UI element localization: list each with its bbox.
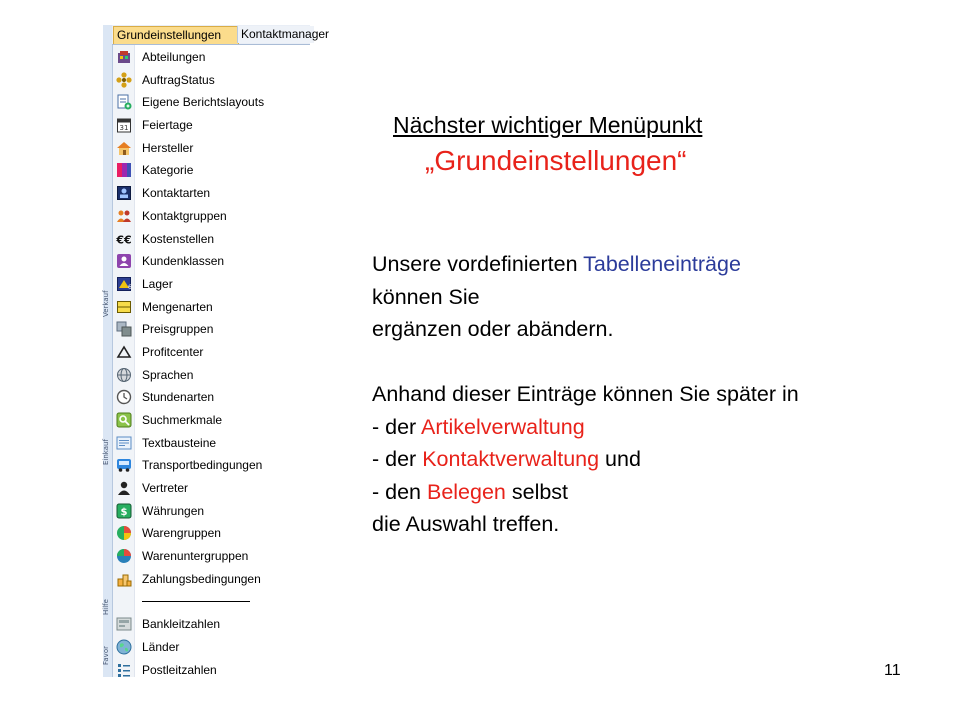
svg-text:31: 31: [119, 124, 129, 133]
bus-icon: [116, 457, 132, 473]
text-blocks-icon: [116, 435, 132, 451]
menu-item-label: Abteilungen: [142, 50, 206, 64]
menu-item-label: Warengruppen: [142, 526, 221, 541]
slide-subheading: „Grundeinstellungen“: [425, 145, 687, 176]
warehouse-icon: [116, 276, 132, 292]
menu-item-kontaktgruppen[interactable]: [112, 205, 310, 228]
menu-item-zahlungsbedingungen[interactable]: [112, 568, 310, 591]
menu-item-abteilungen[interactable]: [112, 46, 310, 69]
menu-item-label: Sprachen: [142, 367, 194, 382]
contact-groups-icon: [116, 208, 132, 224]
coins-icon: [116, 571, 132, 587]
menu-item-label: Feiertage: [142, 118, 193, 133]
highlight-tabelleneintraege: Tabelleneinträge: [583, 252, 741, 276]
menu-item-label: Warenuntergruppen: [142, 549, 249, 564]
menu-item-label: Postleitzahlen: [142, 662, 217, 677]
body-line-1-text: Unsere vordefinierten: [372, 252, 584, 276]
contact-types-icon: [116, 185, 132, 201]
menu-item-label: Mengenarten: [142, 299, 213, 314]
body-line-5-text: - der: [372, 414, 421, 439]
menu-item-bankleitzahlen[interactable]: [112, 613, 310, 636]
postal-codes-list-icon: [116, 662, 132, 678]
menu-item-eigene-berichtslayouts[interactable]: [112, 91, 310, 114]
svg-text:€€: €€: [116, 233, 132, 246]
menu-item-stundenarten[interactable]: [112, 386, 310, 409]
profit-center-triangle-icon: [116, 344, 132, 360]
page-number: 11: [884, 662, 901, 679]
menu-item-label: Preisgruppen: [142, 322, 214, 337]
menu-item-label: Stundenarten: [142, 390, 215, 405]
customer-classes-icon: [116, 253, 132, 269]
slide-body: [372, 248, 932, 541]
svg-text:6: 6: [128, 283, 132, 291]
menu-item-vertreter[interactable]: [112, 477, 310, 500]
menu-item-kostenstellen[interactable]: [112, 228, 310, 251]
menu-item-lager[interactable]: [112, 273, 310, 296]
body-line-7-text: - den: [372, 479, 427, 504]
menu-item-label: Suchmerkmale: [142, 413, 223, 427]
body-line-7-suffix: selbst: [505, 479, 569, 504]
menu-item-label: AuftragStatus: [142, 72, 215, 87]
sidebar-label-favoriten[interactable]: Favor: [102, 646, 110, 665]
person-icon: [116, 480, 132, 496]
product-groups-pie-icon: [116, 525, 132, 541]
quantity-types-icon: [116, 299, 132, 315]
menu-item-textbausteine[interactable]: [112, 432, 310, 455]
bank-codes-icon: [116, 616, 132, 632]
price-groups-icon: [116, 321, 132, 337]
menu-item-kategorie[interactable]: [112, 159, 310, 182]
body-line-7: [372, 476, 932, 509]
highlight-kontaktverwaltung: Kontaktverwaltung: [422, 447, 600, 471]
menu-item-suchmerkmale[interactable]: [112, 409, 310, 432]
manufacturer-house-icon: [116, 140, 132, 156]
departments-icon: [116, 49, 132, 65]
euro-cost-center-icon: [116, 231, 132, 247]
currency-icon: [116, 503, 132, 519]
sidebar-label-verkauf[interactable]: Verkauf: [102, 290, 110, 317]
menu-item-warengruppen[interactable]: [112, 522, 310, 545]
menu-item-kontaktarten[interactable]: [112, 182, 310, 205]
separator-line: [142, 601, 250, 602]
tab-grundeinstellungen-label: Grundeinstellungen: [117, 28, 222, 42]
sidebar-label-hilfe[interactable]: Hilfe: [102, 599, 110, 615]
menu-item-label: Kontaktgruppen: [142, 208, 227, 223]
menu-item-label: Währungen: [142, 503, 205, 518]
svg-text:$: $: [120, 506, 128, 518]
menu-item-label: Länder: [142, 639, 180, 654]
slide-heading: Nächster wichtiger Menüpunkt: [393, 112, 703, 138]
search-key-icon: [116, 412, 132, 428]
highlight-artikelverwaltung: Artikelverwaltung: [421, 414, 585, 439]
menu-separator: [112, 591, 310, 614]
menu-item-label: Transportbedingungen: [142, 458, 263, 473]
menu-item-label: Profitcenter: [142, 344, 204, 359]
body-line-6: [372, 443, 932, 476]
countries-globe-icon: [116, 639, 132, 655]
settings-menu-list: [112, 46, 310, 681]
menu-item-warenuntergruppen[interactable]: [112, 545, 310, 568]
menu-item-label: Kundenklassen: [142, 254, 225, 269]
menu-item-laender[interactable]: [112, 636, 310, 659]
sidebar-label-einkauf[interactable]: Einkauf: [102, 439, 110, 465]
menu-item-label: Kostenstellen: [142, 231, 215, 246]
menu-item-waehrungen[interactable]: [112, 500, 310, 523]
highlight-belegen: Belegen: [426, 479, 506, 504]
menu-item-label: Eigene Berichtslayouts: [142, 95, 265, 110]
body-line-5: [372, 411, 932, 444]
menu-item-sprachen[interactable]: [112, 364, 310, 387]
menu-item-label: Lager: [142, 276, 173, 291]
body-line-3: ergänzen oder abändern.: [372, 317, 614, 341]
tab-grundeinstellungen[interactable]: [113, 26, 239, 44]
menu-item-feiertage[interactable]: [112, 114, 310, 137]
menu-item-kundenklassen[interactable]: [112, 250, 310, 273]
menu-item-postleitzahlen[interactable]: [112, 659, 310, 682]
product-subgroups-pie-icon: [116, 548, 132, 564]
body-line-8: die Auswahl treffen.: [372, 512, 560, 536]
body-line-4: Anhand dieser Einträge können Sie später in: [372, 382, 799, 406]
menu-tab-bar: [112, 25, 330, 45]
category-icon: [116, 162, 132, 178]
body-line-1: [372, 248, 932, 281]
holidays-calendar-icon: [116, 117, 132, 133]
tab-kontaktmanager[interactable]: [237, 26, 330, 43]
menu-item-label: Vertreter: [142, 481, 189, 496]
menu-item-mengenarten[interactable]: [112, 296, 310, 319]
body-spacer: [372, 346, 932, 379]
body-line-6-text: - der: [372, 447, 423, 471]
report-layout-icon: [116, 94, 132, 110]
menu-item-preisgruppen[interactable]: [112, 318, 310, 341]
menu-item-label: Textbausteine: [142, 435, 217, 450]
menu-item-label: Kategorie: [142, 163, 194, 178]
clock-icon: [116, 389, 132, 405]
body-line-2: können Sie: [372, 284, 480, 309]
menu-item-transportbedingungen[interactable]: [112, 454, 310, 477]
menu-item-label: Bankleitzahlen: [142, 617, 221, 632]
menu-item-label: Hersteller: [142, 140, 194, 155]
order-status-icon: [116, 72, 132, 88]
settings-menu-screenshot: [102, 25, 330, 677]
tab-kontaktmanager-label: Kontaktmanager: [241, 27, 330, 41]
menu-item-label: Kontaktarten: [142, 186, 211, 201]
body-line-6-suffix: und: [599, 447, 641, 471]
menu-item-label: Zahlungsbedingungen: [142, 571, 261, 586]
globe-icon: [116, 367, 132, 383]
menu-item-profitcenter[interactable]: [112, 341, 310, 364]
menu-item-hersteller[interactable]: [112, 137, 310, 160]
menu-item-auftragstatus[interactable]: [112, 69, 310, 92]
